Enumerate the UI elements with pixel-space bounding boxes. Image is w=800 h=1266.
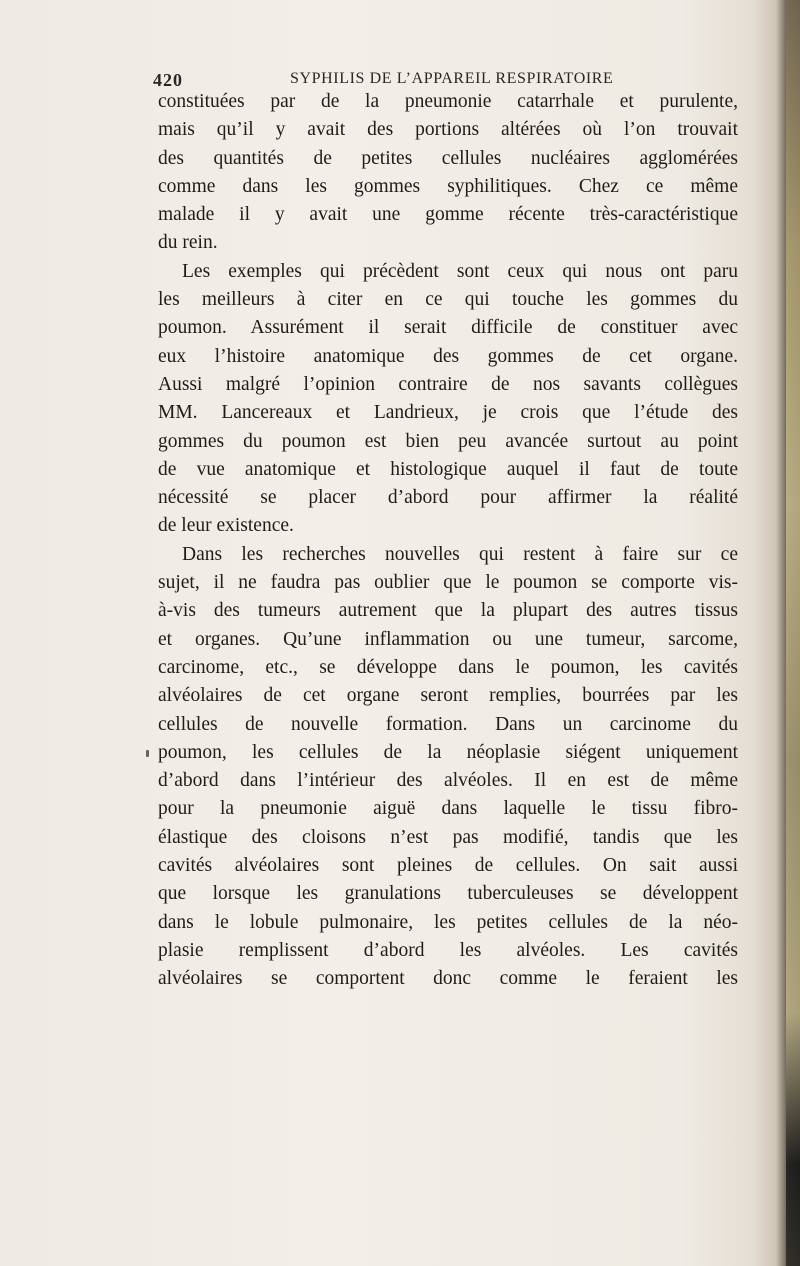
text-line: pour la pneumonie aiguë dans laquelle le tissu fibro- (158, 798, 738, 820)
text-line: à-vis des tumeurs autrement que la plupart des autres tissus (158, 600, 738, 622)
text-line: et organes. Qu’une inflammation ou une tumeur, sarcome, (158, 628, 738, 650)
text-line: eux l’histoire anatomique des gommes de cet organe. (158, 345, 738, 367)
text-line: plasie remplissent d’abord les alvéoles. Les cavités (158, 939, 738, 961)
text-line: carcinome, etc., se développe dans le poumon, les cavités (158, 656, 738, 678)
body-text (158, 88, 738, 994)
text-line: cavités alvéolaires sont pleines de cellules. On sait aussi (158, 855, 738, 877)
text-line: que lorsque les granulations tuberculeuses se développent (158, 883, 738, 905)
text-line: nécessité se placer d’abord pour affirmer la réalité (158, 487, 738, 509)
text-line: élastique des cloisons n’est pas modifié, tandis que les (158, 826, 738, 848)
page-number: 420 (153, 70, 183, 90)
running-title: SYPHILIS DE L’APPAREIL RESPIRATOIRE (290, 70, 614, 87)
page-edge-shadow (786, 0, 800, 1266)
text-line: mais qu’il y avait des portions altérées où l’on trouvait (158, 119, 738, 141)
text-line: de vue anatomique et histologique auquel il faut de toute (158, 458, 738, 480)
text-line: de leur existence. (158, 515, 294, 537)
text-line: gommes du poumon est bien peu avancée surtout au point (158, 430, 738, 452)
text-line: cellules de nouvelle formation. Dans un carcinome du (158, 713, 738, 735)
text-line: les meilleurs à citer en ce qui touche les gommes du (158, 289, 738, 311)
text-line: alvéolaires de cet organe seront remplies, bourrées par les (158, 685, 738, 707)
text-line: des quantités de petites cellules nucléaires agglomérées (158, 147, 738, 169)
text-line: Dans les recherches nouvelles qui restent à faire sur ce (182, 543, 738, 565)
text-line: alvéolaires se comportent donc comme le feraient les (158, 968, 738, 990)
text-line: poumon, les cellules de la néoplasie siégent uniquement (158, 741, 738, 763)
text-line: constituées par de la pneumonie catarrhale et purulente, (158, 91, 738, 112)
text-line: comme dans les gommes syphilitiques. Chez ce même (158, 175, 738, 197)
text-line: du rein. (158, 232, 218, 254)
text-line: d’abord dans l’intérieur des alvéoles. Il en est de même (158, 770, 738, 792)
text-line: MM. Lancereaux et Landrieux, je crois que l’étude des (158, 402, 738, 424)
margin-mark (146, 750, 149, 757)
text-line: poumon. Assurément il serait difficile de constituer avec (158, 317, 738, 339)
text-line: Aussi malgré l’opinion contraire de nos savants collègues (158, 373, 738, 395)
text-line: Les exemples qui précèdent sont ceux qui nous ont paru (182, 260, 738, 282)
text-line: sujet, il ne faudra pas oublier que le poumon se comporte vis- (158, 572, 738, 594)
text-line: dans le lobule pulmonaire, les petites cellules de la néo- (158, 911, 738, 933)
text-line: malade il y avait une gomme récente très-caractéristique (158, 204, 738, 226)
